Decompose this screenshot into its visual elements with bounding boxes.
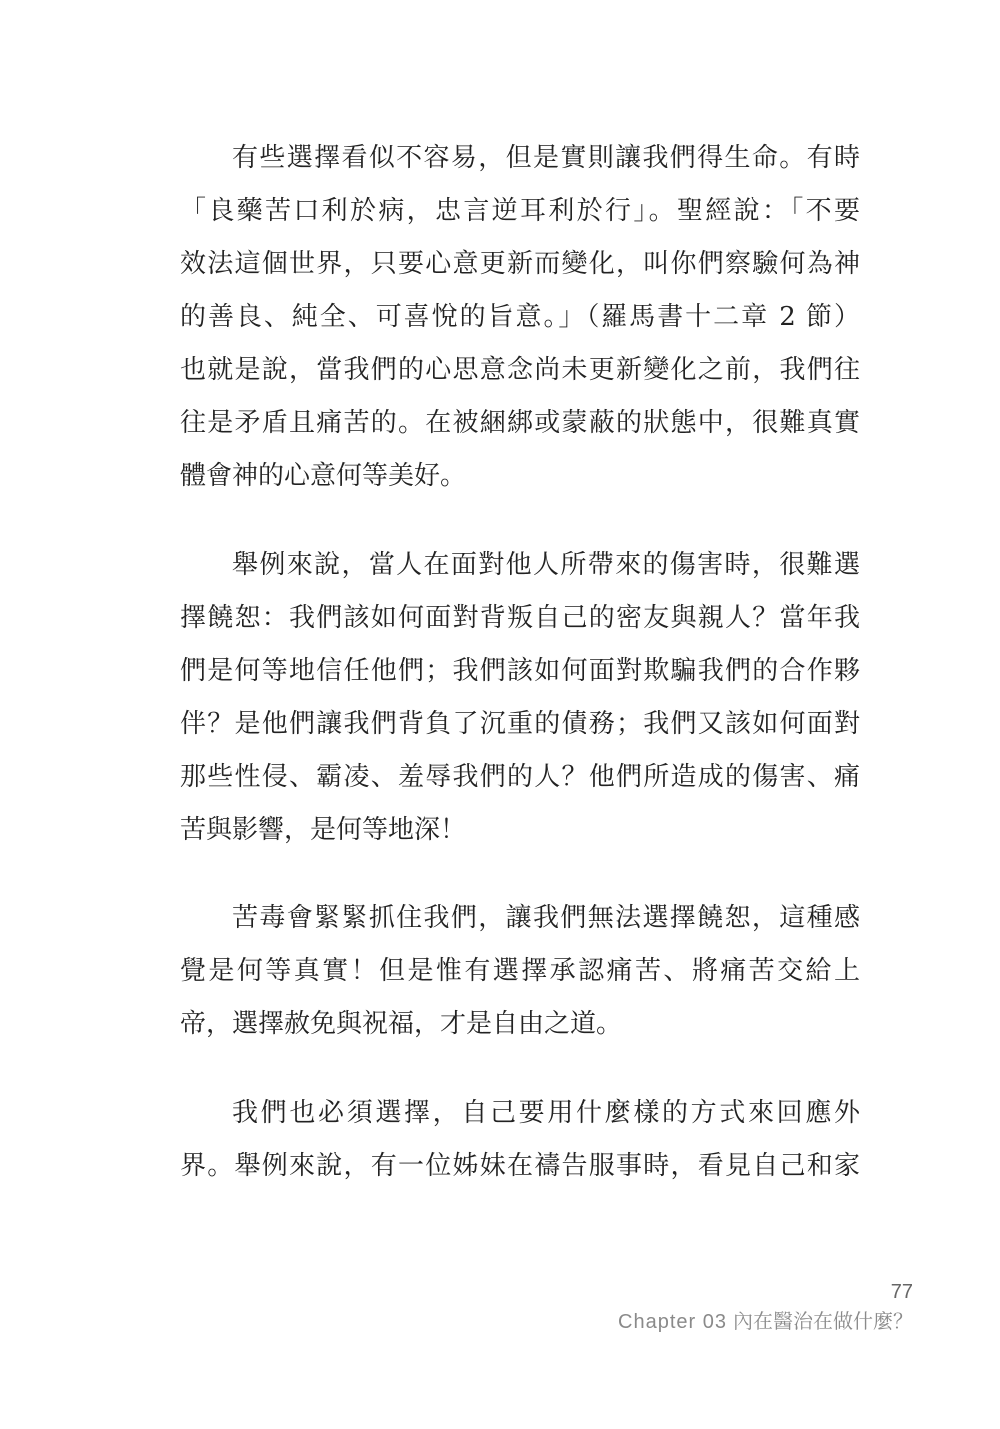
paragraph-1-line-4: 的善良、純全、可喜悅的旨意。」（羅馬書十二章 2 節） bbox=[180, 302, 860, 332]
paragraph-3-line-1: 苦毒會緊緊抓住我們，讓我們無法選擇饒恕，這種感 bbox=[232, 903, 860, 933]
paragraph-2-line-6: 苦與影響，是何等地深！ bbox=[180, 815, 467, 845]
page-number: 77 bbox=[890, 1281, 913, 1303]
paragraph-1-line-1: 有些選擇看似不容易，但是實則讓我們得生命。有時 bbox=[232, 143, 860, 173]
chapter-label: Chapter 03 bbox=[618, 1311, 727, 1333]
paragraph-4-line-1: 我們也必須選擇，自己要用什麼樣的方式來回應外 bbox=[232, 1098, 860, 1128]
paragraph-1-line-6: 往是矛盾且痛苦的。在被綑綁或蒙蔽的狀態中，很難真實 bbox=[180, 408, 860, 438]
paragraph-2-line-3: 們是何等地信任他們；我們該如何面對欺騙我們的合作夥 bbox=[180, 656, 860, 686]
paragraph-3-line-2: 覺是何等真實！但是惟有選擇承認痛苦、將痛苦交給上 bbox=[180, 956, 860, 986]
paragraph-2-line-5: 那些性侵、霸凌、羞辱我們的人？他們所造成的傷害、痛 bbox=[180, 762, 860, 792]
paragraph-1-line-2: 「良藥苦口利於病，忠言逆耳利於行」。聖經說：「不要 bbox=[180, 196, 860, 226]
paragraph-4-line-2: 界。舉例來說，有一位姊妹在禱告服事時，看見自己和家 bbox=[180, 1151, 860, 1181]
chapter-title: 內在醫治在做什麼？ bbox=[733, 1309, 913, 1333]
running-footer bbox=[618, 1307, 913, 1336]
paragraph-1-line-5: 也就是說，當我們的心思意念尚未更新變化之前，我們往 bbox=[180, 355, 860, 385]
paragraph-3-line-3: 帝，選擇赦免與祝福，才是自由之道。 bbox=[180, 1009, 623, 1039]
paragraph-1-line-7: 體會神的心意何等美好。 bbox=[180, 461, 467, 491]
paragraph-1-line-3: 效法這個世界，只要心意更新而變化，叫你們察驗何為神 bbox=[180, 249, 860, 279]
paragraph-2-line-1: 舉例來說，當人在面對他人所帶來的傷害時，很難選 bbox=[232, 550, 860, 580]
paragraph-2-line-2: 擇饒恕：我們該如何面對背叛自己的密友與親人？當年我 bbox=[180, 603, 860, 633]
paragraph-2-line-4: 伴？是他們讓我們背負了沉重的債務；我們又該如何面對 bbox=[180, 709, 860, 739]
